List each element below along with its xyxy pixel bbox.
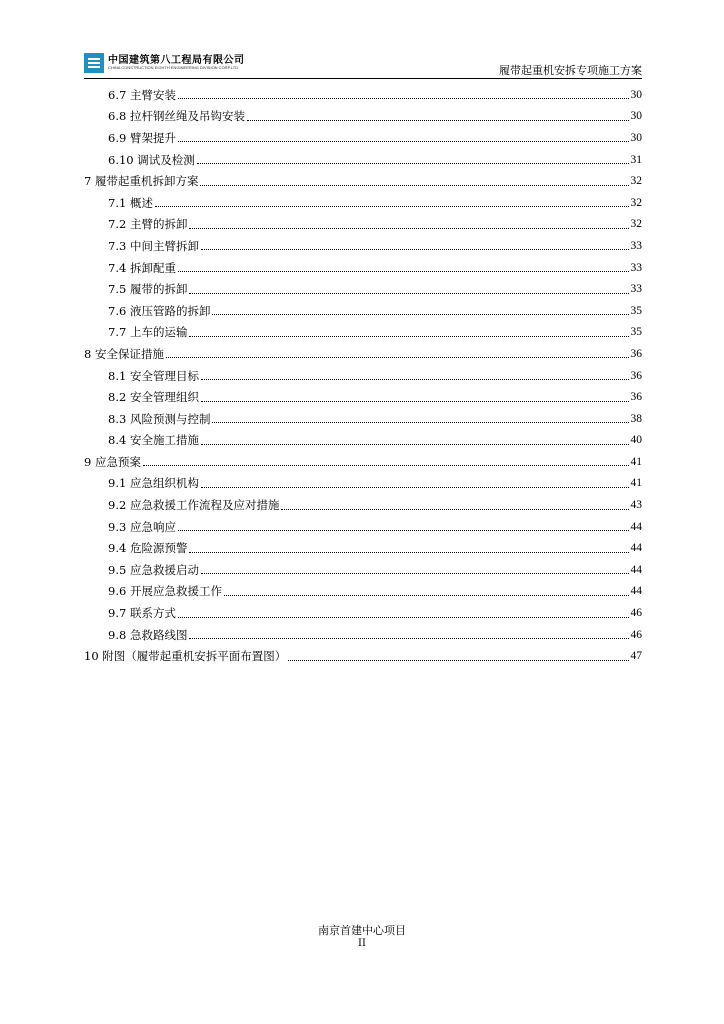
toc-dot-leader bbox=[201, 444, 629, 445]
toc-entry[interactable] bbox=[84, 343, 642, 365]
toc-entry-label: 9.1 应急组织机构 bbox=[108, 476, 199, 491]
toc-dot-leader bbox=[201, 573, 629, 574]
toc-entry-page: 41 bbox=[630, 455, 642, 468]
toc-entry-page: 30 bbox=[630, 131, 642, 144]
toc-dot-leader bbox=[178, 98, 629, 99]
toc-entry-label: 7.1 概述 bbox=[108, 195, 153, 210]
toc-entry-page: 44 bbox=[630, 563, 642, 576]
toc-dot-leader bbox=[201, 379, 629, 380]
toc-entry-page: 43 bbox=[630, 499, 642, 512]
header-divider bbox=[84, 78, 642, 79]
toc-entry-page: 30 bbox=[630, 110, 642, 123]
toc-entry-page: 41 bbox=[630, 477, 642, 490]
toc-entry-label: 9 应急预案 bbox=[84, 454, 141, 469]
toc-entry-label: 8.3 风险预测与控制 bbox=[108, 411, 211, 426]
toc-entry-page: 35 bbox=[630, 304, 642, 317]
toc-entry-page: 40 bbox=[630, 434, 642, 447]
company-name-en: CHINA CONSTRUCTION EIGHTH ENGINEERING DIVISION CORP.LTD bbox=[108, 65, 239, 70]
toc-dot-leader bbox=[212, 314, 628, 315]
toc-dot-leader bbox=[155, 206, 629, 207]
toc-dot-leader bbox=[178, 530, 629, 531]
page-header bbox=[84, 50, 642, 76]
toc-entry[interactable] bbox=[84, 494, 642, 516]
toc-entry-label: 6.10 调试及检测 bbox=[108, 152, 195, 167]
toc-dot-leader bbox=[288, 660, 628, 661]
toc-entry-page: 46 bbox=[630, 607, 642, 620]
toc-entry[interactable] bbox=[84, 235, 642, 257]
document-title: 履带起重机安拆专项施工方案 bbox=[499, 64, 642, 77]
toc-entry-label: 9.8 急救路线图 bbox=[108, 627, 188, 642]
toc-entry-page: 33 bbox=[630, 283, 642, 296]
toc-entry-label: 7.6 液压管路的拆卸 bbox=[108, 303, 211, 318]
toc-entry-label: 8.4 安全施工措施 bbox=[108, 433, 199, 448]
toc-entry-page: 44 bbox=[630, 520, 642, 533]
toc-entry-label: 9.3 应急响应 bbox=[108, 519, 176, 534]
toc-entry[interactable] bbox=[84, 106, 642, 128]
toc-entry-page: 46 bbox=[630, 628, 642, 641]
toc-entry[interactable] bbox=[84, 473, 642, 495]
toc-dot-leader bbox=[166, 357, 629, 358]
toc-dot-leader bbox=[189, 293, 628, 294]
toc-entry-label: 7.7 上车的运输 bbox=[108, 325, 188, 340]
toc-entry-label: 6.7 主臂安装 bbox=[108, 87, 176, 102]
toc-entry[interactable] bbox=[84, 257, 642, 279]
footer-page-number: II bbox=[358, 938, 366, 949]
toc-dot-leader bbox=[212, 422, 628, 423]
toc-entry[interactable] bbox=[84, 365, 642, 387]
toc-dot-leader bbox=[189, 638, 628, 639]
toc-entry-label: 9.4 危险源预警 bbox=[108, 541, 188, 556]
toc-entry-page: 44 bbox=[630, 542, 642, 555]
toc-entry[interactable] bbox=[84, 170, 642, 192]
toc-entry[interactable] bbox=[84, 84, 642, 106]
company-logo-icon bbox=[84, 53, 104, 73]
toc-dot-leader bbox=[247, 120, 629, 121]
toc-entry-label: 6.9 臂架提升 bbox=[108, 130, 176, 145]
toc-dot-leader bbox=[197, 163, 629, 164]
toc-dot-leader bbox=[178, 141, 629, 142]
toc-entry-label: 7.3 中间主臂拆卸 bbox=[108, 238, 199, 253]
toc-entry[interactable] bbox=[84, 214, 642, 236]
toc-dot-leader bbox=[281, 509, 628, 510]
toc-entry-label: 7.5 履带的拆卸 bbox=[108, 282, 188, 297]
toc-entry[interactable] bbox=[84, 537, 642, 559]
toc-entry[interactable] bbox=[84, 559, 642, 581]
toc-dot-leader bbox=[224, 595, 629, 596]
toc-dot-leader bbox=[189, 228, 628, 229]
toc-entry[interactable] bbox=[84, 451, 642, 473]
toc-entry-page: 31 bbox=[630, 153, 642, 166]
toc-entry[interactable] bbox=[84, 516, 642, 538]
toc-dot-leader bbox=[178, 617, 629, 618]
toc-entry[interactable] bbox=[84, 149, 642, 171]
toc-dot-leader bbox=[201, 487, 629, 488]
toc-entry-page: 38 bbox=[630, 412, 642, 425]
toc-entry[interactable] bbox=[84, 322, 642, 344]
toc-entry-page: 44 bbox=[630, 585, 642, 598]
toc-entry-page: 32 bbox=[630, 175, 642, 188]
toc-dot-leader bbox=[143, 465, 629, 466]
toc-entry[interactable] bbox=[84, 624, 642, 646]
toc-entry[interactable] bbox=[84, 430, 642, 452]
toc-entry[interactable] bbox=[84, 602, 642, 624]
toc-entry-label: 8 安全保证措施 bbox=[84, 346, 164, 361]
toc-entry-page: 33 bbox=[630, 239, 642, 252]
toc-entry-page: 47 bbox=[630, 650, 642, 663]
toc-entry-page: 35 bbox=[630, 326, 642, 339]
table-of-contents bbox=[84, 84, 642, 667]
toc-entry-label: 7.2 主臂的拆卸 bbox=[108, 217, 188, 232]
toc-entry-label: 9.7 联系方式 bbox=[108, 606, 176, 621]
toc-entry-page: 36 bbox=[630, 391, 642, 404]
toc-entry[interactable] bbox=[84, 581, 642, 603]
toc-entry-label: 6.8 拉杆钢丝绳及吊钩安装 bbox=[108, 109, 245, 124]
toc-entry-page: 32 bbox=[630, 196, 642, 209]
toc-entry-label: 7 履带起重机拆卸方案 bbox=[84, 174, 199, 189]
toc-entry-label: 9.2 应急救援工作流程及应对措施 bbox=[108, 498, 280, 513]
toc-entry[interactable] bbox=[84, 192, 642, 214]
toc-dot-leader bbox=[201, 249, 629, 250]
toc-entry[interactable] bbox=[84, 645, 642, 667]
toc-entry-page: 36 bbox=[630, 369, 642, 382]
toc-entry-label: 9.6 开展应急救援工作 bbox=[108, 584, 222, 599]
toc-entry-label: 9.5 应急救援启动 bbox=[108, 562, 199, 577]
toc-entry[interactable] bbox=[84, 127, 642, 149]
toc-dot-leader bbox=[178, 271, 629, 272]
toc-dot-leader bbox=[200, 185, 628, 186]
toc-dot-leader bbox=[201, 401, 629, 402]
toc-dot-leader bbox=[189, 552, 628, 553]
toc-entry-label: 10 附图（履带起重机安拆平面布置图） bbox=[84, 649, 287, 664]
company-name-cn: 中国建筑第八工程局有限公司 bbox=[108, 55, 245, 66]
toc-dot-leader bbox=[189, 336, 628, 337]
toc-entry-page: 30 bbox=[630, 88, 642, 101]
toc-entry-label: 7.4 拆卸配重 bbox=[108, 260, 176, 275]
toc-entry[interactable] bbox=[84, 386, 642, 408]
toc-entry-page: 36 bbox=[630, 347, 642, 360]
toc-entry[interactable] bbox=[84, 300, 642, 322]
footer-project-name: 南京首建中心项目 bbox=[318, 924, 406, 937]
toc-entry-label: 8.2 安全管理组织 bbox=[108, 390, 199, 405]
toc-entry[interactable] bbox=[84, 278, 642, 300]
toc-entry[interactable] bbox=[84, 408, 642, 430]
toc-entry-page: 33 bbox=[630, 261, 642, 274]
toc-entry-label: 8.1 安全管理目标 bbox=[108, 368, 199, 383]
toc-entry-page: 32 bbox=[630, 218, 642, 231]
